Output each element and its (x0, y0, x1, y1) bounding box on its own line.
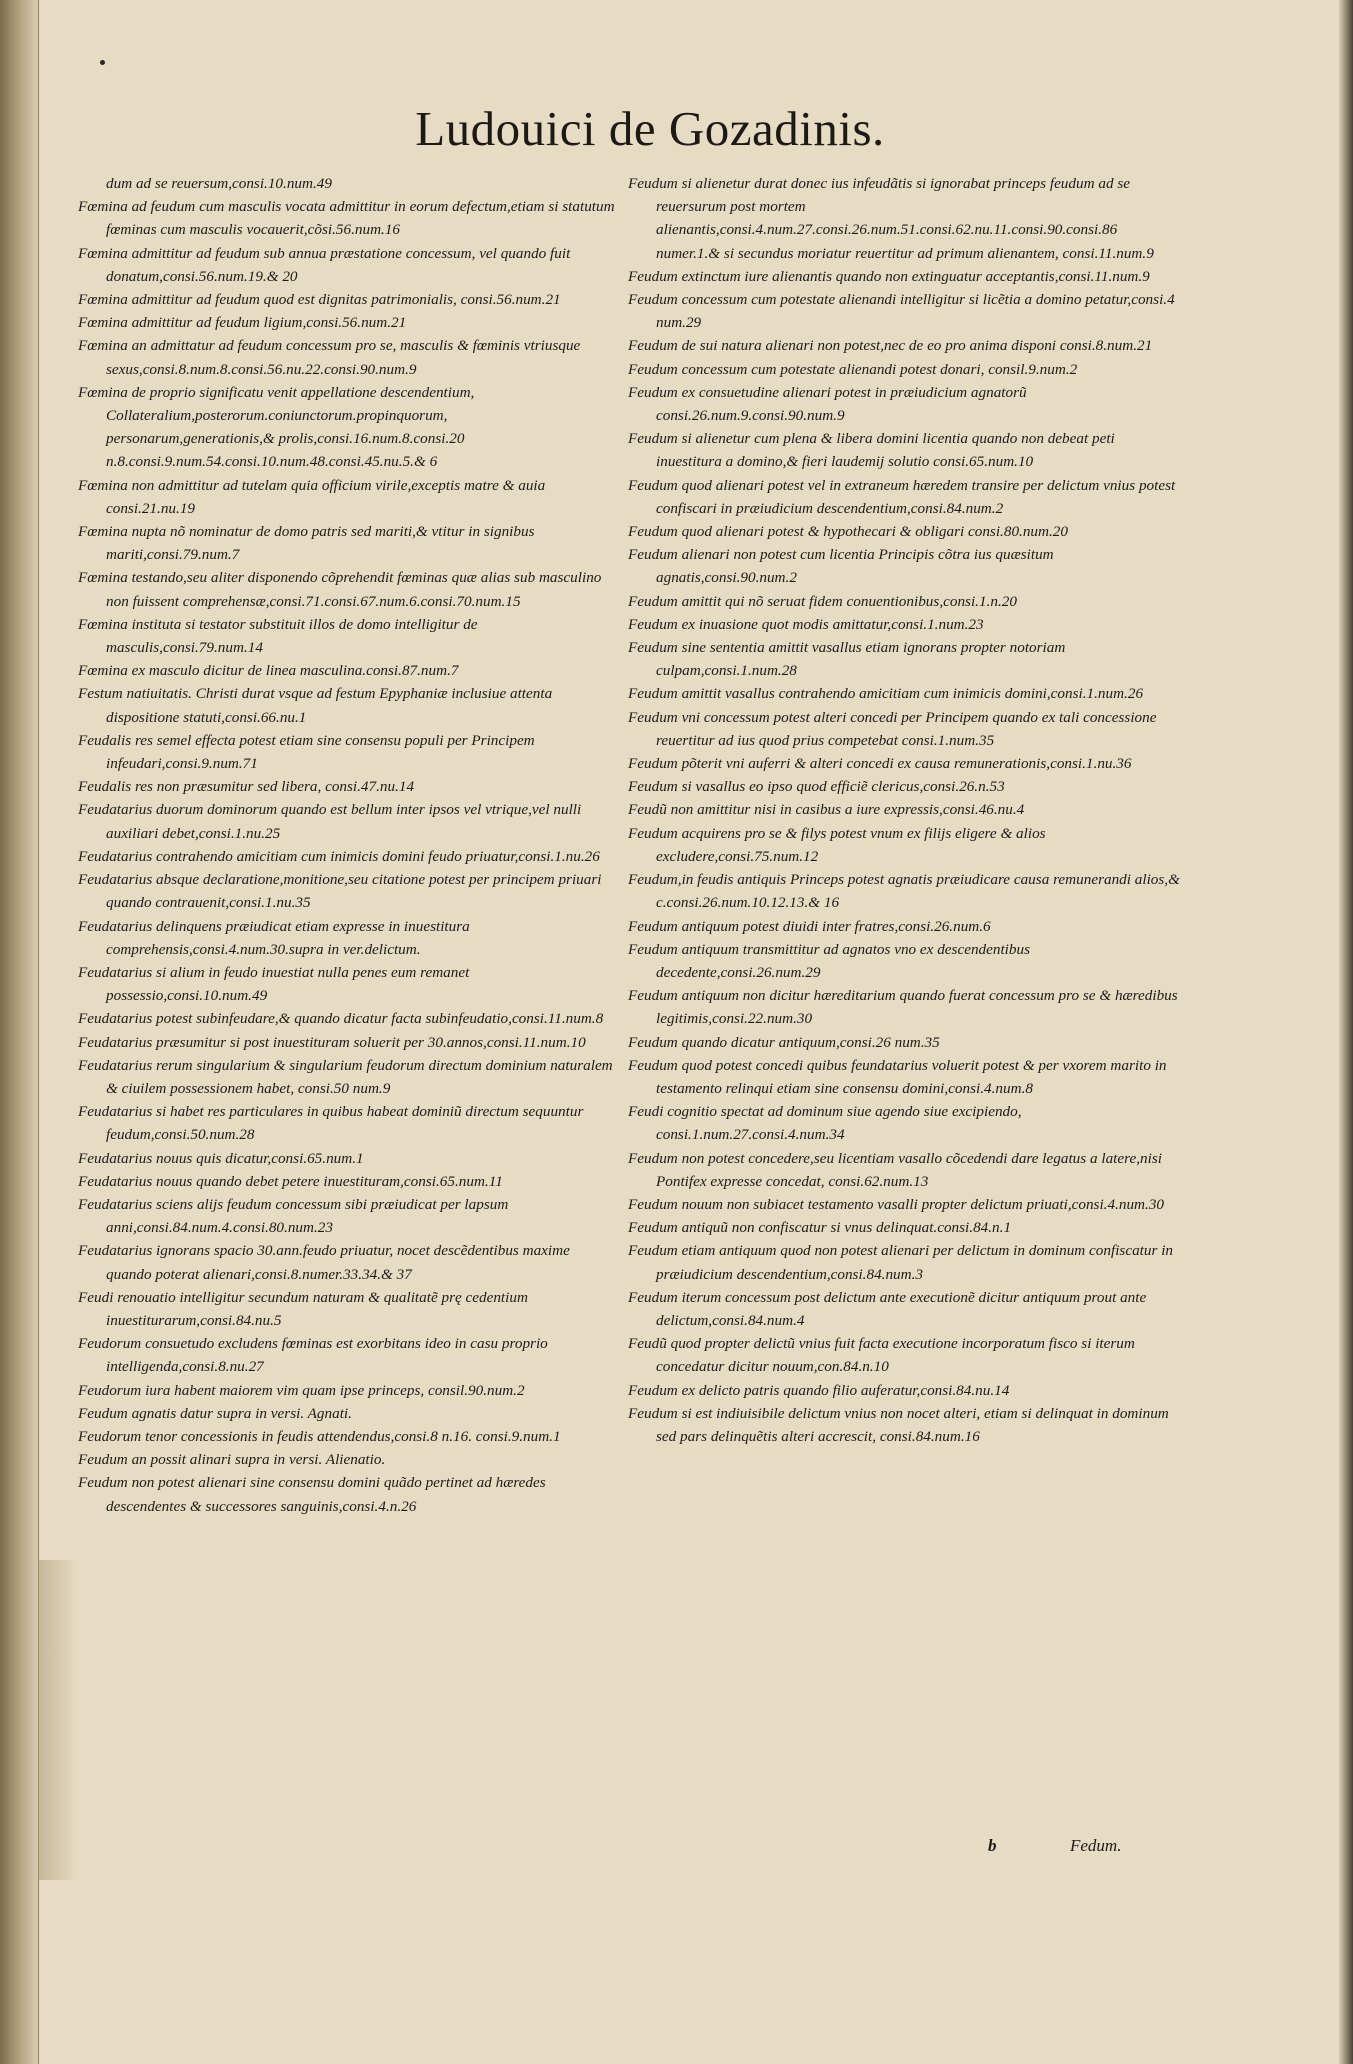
index-entry: Feudatarius rerum singularium & singularium feudorum directum dominium naturalem & ciuilem possessionem habet, consi.50 num.9 (78, 1056, 613, 1097)
page-stain (38, 1560, 78, 1880)
index-entry: Feudum agnatis datur supra in versi. Agnati. (78, 1404, 352, 1422)
index-entry: Feudum an possit alinari supra in versi. Alienatio. (78, 1451, 386, 1469)
index-entry: Feudi cognitio spectat ad dominum siue agendo siue excipiendo, consi.1.num.27.consi.4.num.34 (628, 1103, 1022, 1144)
index-entry: Feudi renouatio intelligitur secundum naturam & qualitatẽ prę cedentium inuestiturarum,consi.84.nu.5 (78, 1288, 528, 1329)
index-entry: Feudum amittit vasallus contrahendo amicitiam cum inimicis domini,consi.1.num.26 (628, 685, 1144, 703)
index-entry: dum ad se reuersum,consi.10.num.49 (106, 175, 332, 192)
index-entry: Feudum alienari non potest cum licentia Principis cõtra ius quæsitum agnatis,consi.90.num.2 (628, 546, 1054, 587)
index-entry: Feudum antiquum non dicitur hæreditarium quando fuerat concessum pro se & hæredibus legitimis,consi.22.num.30 (628, 987, 1178, 1028)
index-entry: Feudatarius nouus quis dicatur,consi.65.num.1 (78, 1149, 364, 1167)
index-entry: Feudum quando dicatur antiquum,consi.26 num.35 (628, 1033, 940, 1051)
index-entry: Feudum vni concessum potest alteri concedi per Principem quando ex tali concessione reuertitur ad ius quod prius competebat consi.1.num.35 (628, 708, 1157, 749)
index-entry: Fœmina instituta si testator substituit illos de domo intelligitur de masculis,consi.79.num.14 (78, 615, 478, 657)
index-entry: Fœmina admittitur ad feudum sub annua præstatione concessum, vel quando fuit donatum,consi.56.num.19.& 20 (78, 244, 571, 285)
page-gutter (0, 0, 39, 2064)
right-index-column (628, 172, 1180, 1448)
index-entry: Feudum quod alienari potest vel in extraneum hæredem transire per delictum vnius potest confiscari in præiudicium descendentium,consi.84.num.2 (628, 476, 1176, 517)
index-entry: Feudum,in feudis antiquis Princeps potest agnatis præiudicare causa remunerandi alios,& c.consi.26.num.10.12.13.& 16 (628, 871, 1180, 912)
index-entry: Feudatarius præsumitur si post inuestituram soluerit per 30.annos,consi.11.num.10 (78, 1033, 586, 1051)
index-entry: Feudum antiquũ non confiscatur si vnus delinquat.consi.84.n.1 (628, 1219, 1012, 1237)
left-index-column (78, 172, 618, 1518)
index-entry: Feudum si vasallus eo ipso quod efficiẽ clericus,consi.26.n.53 (628, 778, 1005, 796)
index-entry: Feudorum iura habent maiorem vim quam ipse princeps, consil.90.num.2 (78, 1381, 525, 1399)
index-entry: Feudum extinctum iure alienantis quando non extinguatur acceptantis,consi.11.num.9 (628, 267, 1150, 285)
index-entry: Feudum si alienetur durat donec ius infeudãtis si ignorabat princeps feudum ad se reuersurum post mortem alienantis,consi.4.num.27.consi.26.num.51.consi.62.nu.11.consi.90.consi.86 numer.1.& si secundus moriatur reuertitur ad primum alienantem, consi.11.num.9 (628, 175, 1154, 262)
index-entry: Feudatarius potest subinfeudare,& quando dicatur facta subinfeudatio,consi.11.num.8 (78, 1010, 604, 1028)
index-entry: Feudum nouum non subiacet testamento vasalli propter delictum priuati,consi.4.num.30 (628, 1195, 1165, 1213)
index-entry: Feudatarius delinquens præiudicat etiam expresse in inuestitura comprehensis,consi.4.num.30.supra in ver.delictum. (78, 917, 470, 958)
index-entry: Feudum ex delicto patris quando filio auferatur,consi.84.nu.14 (628, 1381, 1010, 1399)
index-entry: Feudum ex inuasione quot modis amittatur,consi.1.num.23 (628, 615, 984, 633)
index-entry: Feudum non potest concedere,seu licentiam vasallo cõcedendi dare legatus a latere,nisi Pontifex expresse concedat, consi.62.num.13 (628, 1149, 1162, 1190)
index-entry: Feudum quod potest concedi quibus feundatarius voluerit potest & per vxorem marito in testamento relinqui etiam sine consensu domini,consi.4.num.8 (628, 1056, 1167, 1097)
index-entry: Feudorum consuetudo excludens fœminas est exorbitans ideo in casu proprio intelligenda,consi.8.nu.27 (78, 1335, 548, 1376)
index-entry: Feudum antiquum transmittitur ad agnatos vno ex descendentibus decedente,consi.26.num.29 (628, 940, 1031, 981)
index-entry: Feudatarius sciens alijs feudum concessum sibi præiudicat per lapsum anni,consi.84.num.4.consi.80.num.23 (78, 1195, 509, 1237)
index-entry: Feudum concessum cum potestate alienandi intelligitur si licẽtia a domino petatur,consi.4 num.29 (628, 291, 1175, 332)
index-entry: Feudũ non amittitur nisi in casibus a iure expressis,consi.46.nu.4 (628, 801, 1025, 819)
index-entry: Feudatarius si habet res particulares in quibus habeat dominiũ directum sequuntur feudum,consi.50.num.28 (78, 1103, 584, 1144)
index-entry: Feudum acquirens pro se & filys potest vnum ex filijs eligere & alios excludere,consi.75.num.12 (628, 824, 1046, 865)
index-entry: Feudatarius duorum dominorum quando est bellum inter ipsos vel vtrique,vel nulli auxiliari debet,consi.1.nu.25 (78, 801, 582, 842)
page-edge (1339, 0, 1353, 2064)
index-entry: Feudum non potest alienari sine consensu domini quãdo pertinet ad hæredes descendentes & successores sanguinis,consi.4.n.26 (78, 1474, 546, 1515)
index-entry: Feudum concessum cum potestate alienandi potest donari, consil.9.num.2 (628, 360, 1078, 378)
index-entry: Fœmina admittitur ad feudum ligium,consi.56.num.21 (78, 314, 407, 332)
index-entry: Fœmina testando,seu aliter disponendo cõprehendit fœminas quæ alias sub masculino non fuissent comprehensæ,consi.71.consi.67.num.6.consi.70.num.15 (78, 569, 602, 610)
index-entry: Fœmina de proprio significatu venit appellatione descendentium, Collateralium,posterorum.coniunctorum.propinquorum, personarum,generationis,& prolis,consi.16.num.8.consi.20 n.8.consi.9.num.54.consi.10.num.48.consi.45.nu.5.& 6 (78, 383, 475, 471)
index-entry: Feudum etiam antiquum quod non potest alienari per delictum in dominum confiscatur in præiudicium descendentium,consi.84.num.3 (628, 1242, 1174, 1283)
index-entry: Fœmina an admittatur ad feudum concessum pro se, masculis & fœminis vtriusque sexus,consi.8.num.8.consi.56.nu.22.consi.90.num.9 (78, 337, 581, 378)
index-entry: Feudatarius absque declaratione,monitione,seu citatione potest per principem priuari quando contrauenit,consi.1.nu.35 (78, 871, 602, 912)
index-entry: Feudum si est indiuisibile delictum vnius non nocet alteri, etiam si delinquat in dominum sed pars delinquẽtis alteri accrescit, consi.84.num.16 (628, 1404, 1169, 1445)
ink-dot (100, 60, 105, 65)
index-entry: Feudatarius contrahendo amicitiam cum inimicis domini feudo priuatur,consi.1.nu.26 (78, 847, 600, 865)
running-header: Ludouici de Gozadinis. (415, 101, 885, 156)
index-entry: Feudum antiquum potest diuidi inter fratres,consi.26.num.6 (628, 917, 991, 935)
index-entry: Fœmina ex masculo dicitur de linea masculina.consi.87.num.7 (78, 662, 459, 680)
index-entry: Feudum põterit vni auferri & alteri concedi ex causa remunerationis,consi.1.nu.36 (628, 755, 1132, 773)
index-entry: Feudum quod alienari potest & hypothecari & obligari consi.80.num.20 (628, 523, 1068, 541)
index-entry: Feudum sine sententia amittit vasallus etiam ignorans propter notoriam culpam,consi.1.num.28 (628, 639, 1066, 680)
catchword: Fedum. (1070, 1836, 1122, 1855)
index-entry: Feudorum tenor concessionis in feudis attendendus,consi.8 n.16. consi.9.num.1 (78, 1427, 561, 1445)
index-entry: Feudum ex consuetudine alienari potest in præiudicium agnatorũ consi.26.num.9.consi.90.num.9 (628, 383, 1027, 425)
index-entry: Feudum de sui natura alienari non potest,nec de eo pro anima disponi consi.8.num.21 (628, 337, 1153, 355)
index-entry: Festum natiuitatis. Christi durat vsque ad festum Epyphaniæ inclusiue attenta dispositione statuti,consi.66.nu.1 (78, 685, 553, 726)
index-entry: Feudatarius ignorans spacio 30.ann.feudo priuatur, nocet descẽdentibus maxime quando poterat alienari,consi.8.numer.33.34.& 37 (78, 1242, 570, 1283)
index-entry: Feudatarius nouus quando debet petere inuestituram,consi.65.num.11 (78, 1172, 503, 1190)
index-entry: Fœmina nupta nõ nominatur de domo patris sed mariti,& vtitur in signibus mariti,consi.79.num.7 (78, 523, 535, 564)
index-entry: Feudalis res semel effecta potest etiam sine consensu populi per Principem infeudari,consi.9.num.71 (78, 731, 535, 773)
index-entry: Feudum si alienetur cum plena & libera domini licentia quando non debeat peti inuestitura a domino,& fieri laudemij solutio consi.65.num.10 (628, 430, 1115, 471)
signature-mark: b (988, 1836, 997, 1855)
index-entry: Fœmina ad feudum cum masculis vocata admittitur in eorum defectum,etiam si statutum fœminas cum masculis vocauerit,cõsi.56.num.16 (78, 198, 615, 239)
index-entry: Feudũ quod propter delictũ vnius fuit facta executione incorporatum fisco si iterum concedatur dicitur nouum,con.84.n.10 (628, 1335, 1135, 1376)
index-entry: Feudalis res non præsumitur sed libera, consi.47.nu.14 (78, 778, 415, 796)
index-entry: Fœmina non admittitur ad tutelam quia officium virile,exceptis matre & auia consi.21.nu.19 (78, 476, 546, 517)
index-entry: Fœmina admittitur ad feudum quod est dignitas patrimonialis, consi.56.num.21 (78, 291, 561, 309)
index-entry: Feudum iterum concessum post delictum ante executionẽ dicitur antiquum prout ante delictum,consi.84.num.4 (628, 1288, 1147, 1329)
index-entry: Feudatarius si alium in feudo inuestiat nulla penes eum remanet possessio,consi.10.num.49 (78, 963, 470, 1005)
index-entry: Feudum amittit qui nõ seruat fidem conuentionibus,consi.1.n.20 (628, 592, 1017, 610)
